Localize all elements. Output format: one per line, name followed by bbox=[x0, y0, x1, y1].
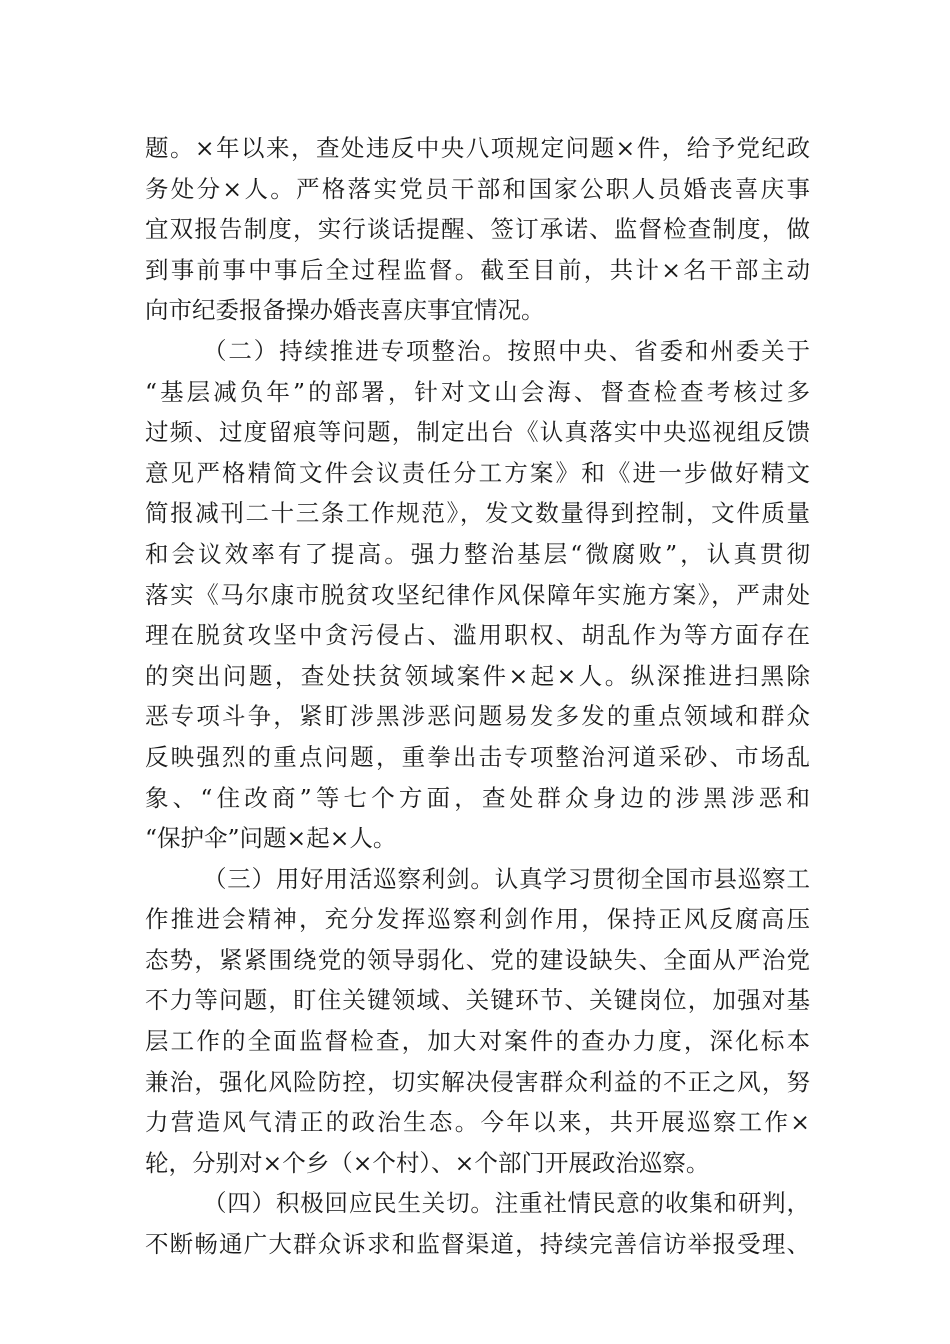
text-line: 落实《马尔康市脱贫攻坚纪律作风保障年实施方案》，严肃处 bbox=[145, 580, 810, 609]
text-line: 宜双报告制度，实行谈话提醒、签订承诺、监督检查制度，做 bbox=[145, 215, 810, 244]
text-line: 态势，紧紧围绕党的领导弱化、党的建设缺失、全面从严治党 bbox=[145, 945, 810, 974]
section-heading-line: （二）持续推进专项整治。按照中央、省委和州委关于 bbox=[203, 336, 810, 365]
text-line: 层工作的全面监督检查，加大对案件的查办力度，深化标本 bbox=[145, 1027, 810, 1056]
text-line: 简报减刊二十三条工作规范》，发文数量得到控制，文件质量 bbox=[145, 499, 810, 528]
text-line: 轮，分别对×个乡（×个村）、×个部门开展政治巡察。 bbox=[145, 1148, 710, 1177]
text-line: 反映强烈的重点问题，重拳出击专项整治河道采砂、市场乱 bbox=[145, 742, 810, 771]
section-heading-line: （四）积极回应民生关切。注重社情民意的收集和研判， bbox=[203, 1189, 810, 1218]
text-line: 恶专项斗争，紧盯涉黑涉恶问题易发多发的重点领域和群众 bbox=[145, 702, 810, 731]
text-line: “基层减负年”的部署，针对文山会海、督查检查考核过多 bbox=[145, 377, 810, 406]
text-line: 象、“住改商”等七个方面，查处群众身边的涉黑涉恶和 bbox=[145, 783, 810, 812]
text-line: “保护伞”问题×起×人。 bbox=[145, 824, 397, 853]
text-line: 兼治，强化风险防控，切实解决侵害群众利益的不正之风，努 bbox=[145, 1067, 810, 1096]
text-line: 理在脱贫攻坚中贪污侵占、滥用职权、胡乱作为等方面存在 bbox=[145, 621, 810, 650]
text-line: 不力等问题，盯住关键领域、关键环节、关键岗位，加强对基 bbox=[145, 986, 810, 1015]
text-line: 的突出问题，查处扶贫领域案件×起×人。纵深推进扫黑除 bbox=[145, 661, 810, 690]
section-heading-line: （三）用好用活巡察利剑。认真学习贯彻全国市县巡察工 bbox=[203, 864, 810, 893]
text-line: 意见严格精简文件会议责任分工方案》和《进一步做好精文 bbox=[145, 458, 810, 487]
text-line: 作推进会精神，充分发挥巡察利剑作用，保持正风反腐高压 bbox=[145, 905, 810, 934]
text-line: 题。×年以来，查处违反中央八项规定问题×件，给予党纪政 bbox=[145, 134, 810, 162]
text-line: 到事前事中事后全过程监督。截至目前，共计×名干部主动 bbox=[145, 255, 810, 284]
text-line: 过频、过度留痕等问题，制定出台《认真落实中央巡视组反馈 bbox=[145, 418, 810, 447]
text-line: 务处分×人。严格落实党员干部和国家公职人员婚丧喜庆事 bbox=[145, 174, 810, 203]
text-line: 不断畅通广大群众诉求和监督渠道，持续完善信访举报受理、 bbox=[145, 1230, 810, 1259]
text-line: 力营造风气清正的政治生态。今年以来，共开展巡察工作× bbox=[145, 1108, 810, 1137]
text-line: 和会议效率有了提高。强力整治基层“微腐败”，认真贯彻 bbox=[145, 539, 810, 568]
document-body bbox=[145, 128, 810, 1265]
text-line: 向市纪委报备操办婚丧喜庆事宜情况。 bbox=[145, 296, 545, 325]
